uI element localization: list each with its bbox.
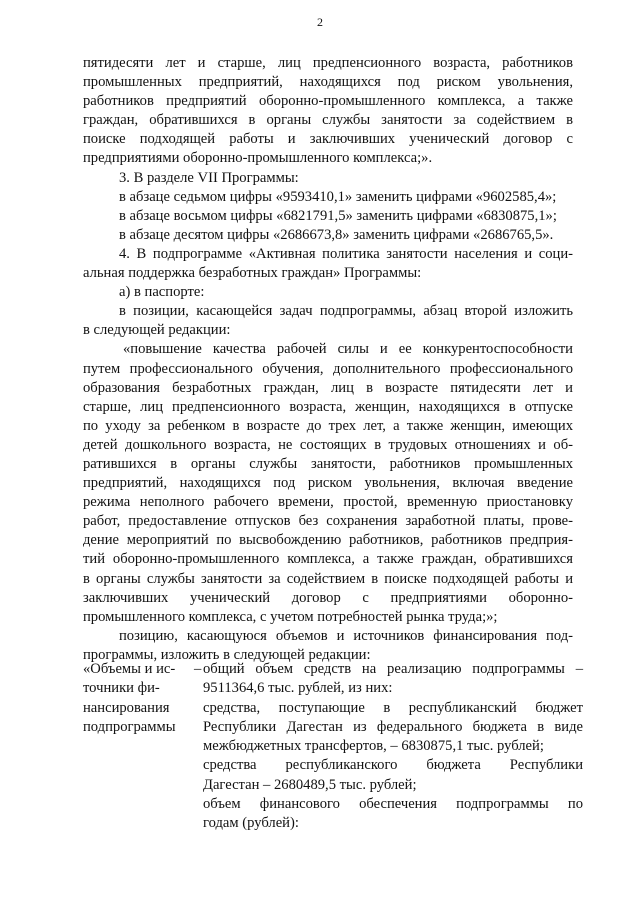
passport-content-text: общий объем средств на реализацию подпрограммы – <box>203 661 583 677</box>
passport-content-line <box>203 718 583 737</box>
text-line: по уходу за ребенком в возрасте до трех лет, а также женщин, имеющих <box>83 417 573 434</box>
text-line: в следующей редакции: <box>83 322 231 339</box>
passport-label-line: нансирования <box>83 699 170 716</box>
text-line: альная поддержка безработных граждан» Программы: <box>83 265 422 282</box>
text-line: ратившихся в органы службы занятости, работников промышленных <box>83 455 573 472</box>
passport-content-text: 9511364,6 тыс. рублей, из них: <box>203 680 393 697</box>
passport-content-line <box>203 756 583 775</box>
passport-content-text: объем финансового обеспечения подпрограммы по <box>203 796 583 813</box>
text-line: в позиции, касающейся задач подпрограммы, абзац второй изложить <box>119 303 573 320</box>
passport-label <box>83 660 195 737</box>
page-number: 2 <box>317 15 323 29</box>
text-line: предприятиями оборонно-промышленного комплекса;». <box>83 150 433 167</box>
text-line: образования безработных граждан, лиц в возрасте пятидесяти лет и <box>83 379 573 396</box>
passport-content-line <box>203 814 583 833</box>
text-line: детей дошкольного возраста, не состоящих в трудовых отношениях и об- <box>83 436 573 453</box>
text-line: пятидесяти лет и старше, лиц предпенсионного возраста, работников <box>83 55 573 71</box>
text-line: дение мероприятий по высвобождению работников, работников предприя- <box>83 532 573 549</box>
passport-label-line: «Объемы и ис- <box>83 661 176 677</box>
text-line: в абзаце восьмом цифры «6821791,5» заменить цифрами «6830875,1»; <box>119 207 557 224</box>
text-line: в абзаце десятом цифры «2686673,8» заменить цифрами «2686765,5». <box>119 226 554 243</box>
text-line: в абзаце седьмом цифры «9593410,1» заменить цифрами «9602585,4»; <box>119 188 557 205</box>
text-line: промышленного комплекса, с учетом потребностей рынка труда;»; <box>83 608 498 625</box>
text-line: 4. В подпрограмме «Активная политика занятости населения и соци- <box>119 245 573 262</box>
text-line: предприятий, находящихся под риском увольнения, включая введение <box>83 475 573 492</box>
passport-content-line <box>203 795 583 814</box>
passport-content-line <box>203 776 583 795</box>
passport-dash: – <box>194 661 202 677</box>
text-line: граждан, обратившихся в органы службы занятости за содействием в <box>83 112 573 129</box>
text-line: а) в паспорте: <box>119 284 205 301</box>
passport-label-line: подпрограммы <box>83 718 176 735</box>
passport-label-line: точники фи- <box>83 680 160 697</box>
text-line: работ, предоставление отпусков без сохранения заработной платы, прове- <box>83 513 573 530</box>
text-line: поиске подходящей работы и заключивших ученический договор с <box>83 131 573 148</box>
passport-content-text: годам (рублей): <box>203 815 299 832</box>
passport-content-text: Дагестан – 2680489,5 тыс. рублей; <box>203 776 417 793</box>
text-line: заключивших ученический договор с предприятиями оборонно- <box>83 589 573 606</box>
text-line: режима неполного рабочего времени, простой, временную приостановку <box>83 494 573 511</box>
passport-content <box>194 660 583 834</box>
document-body <box>83 54 573 665</box>
text-line: 3. В разделе VII Программы: <box>119 169 299 186</box>
text-line: программы, изложить в следующей редакции: <box>83 646 371 663</box>
text-line: «повышение качества рабочей силы и ее конкурентоспособности <box>123 341 573 358</box>
text-line: позицию, касающуюся объемов и источников финансирования под- <box>119 627 573 644</box>
passport-content-line <box>203 699 583 718</box>
text-line: в органы службы занятости за содействием в поиске подходящей работы и <box>83 570 573 587</box>
passport-content-text: средства республиканского бюджета Республики <box>203 757 583 774</box>
text-line: промышленных предприятий, находящихся под риском увольнения, <box>83 74 573 91</box>
text-line: работников предприятий оборонно-промышленного комплекса, а также <box>83 93 573 110</box>
passport-content-line <box>203 679 583 698</box>
passport-content-text: средства, поступающие в республиканский бюджет <box>203 699 583 716</box>
passport-content-line <box>203 737 583 756</box>
passport-content-text: Республики Дагестан из федерального бюджета в виде <box>203 718 583 735</box>
passport-content-text: межбюджетных трансфертов, – 6830875,1 тыс. рублей; <box>203 738 544 755</box>
passport-content-line <box>194 660 583 679</box>
text-line: тий оборонно-промышленного комплекса, а также граждан, обратившихся <box>83 551 573 568</box>
text-line: путем профессионального обучения, дополнительного профессионального <box>83 360 573 377</box>
text-line: старше, лиц предпенсионного возраста, женщин, находящихся в отпуске <box>83 398 573 415</box>
